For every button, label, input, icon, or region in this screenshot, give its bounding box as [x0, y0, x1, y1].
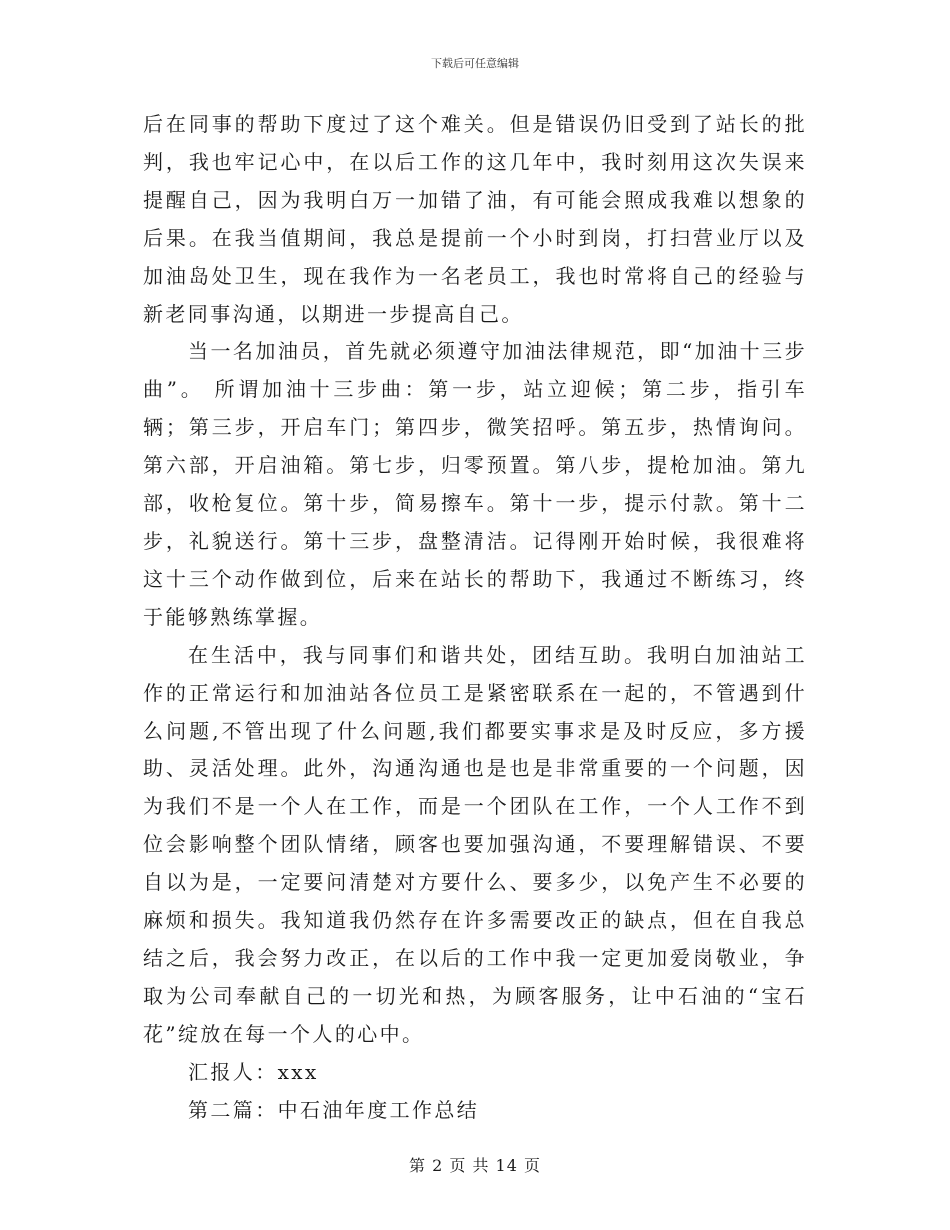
next-section-title: 第二篇：中石油年度工作总结: [188, 1097, 480, 1122]
paragraph-refueling-steps: 当一名加油员，首先就必须遵守加油法律规范，即“加油十三步曲”。 所谓加油十三步曲：第一步，站立迎候；第二步，指引车辆；第三步，开启车门；第四步，微笑招呼。第五步，热情询问。第六部，开启油箱。第七步，归零预置。第八步，提枪加油。第九部，收枪复位。第十步，简易擦车。第十一步，提示付款。第十二步，礼貌送行。第十三步，盘整清洁。记得刚开始时候，我很难将这十三个动作做到位，后来在站长的帮助下，我通过不断练习，终于能够熟练掌握。: [143, 339, 807, 629]
page-header-note: 下载后可任意编辑: [431, 57, 519, 70]
paragraph-teamwork: 在生活中，我与同事们和谐共处，团结互助。我明白加油站工作的正常运行和加油站各位员工是紧密联系在一起的，不管遇到什么问题,不管出现了什么问题,我们都要实事求是及时反应，多方援助、灵活处理。此外，沟通沟通也是也是非常重要的一个问题，因为我们不是一个人在工作，而是一个团队在工作，一个人工作不到位会影响整个团队情绪，顾客也要加强沟通，不要理解错误、不要自以为是，一定要问清楚对方要什么、要多少，以免产生不必要的麻烦和损失。我知道我仍然存在许多需要改正的缺点，但在自我总结之后，我会努力改正，在以后的工作中我一定更加爱岗敬业，争取为公司奉献自己的一切光和热，为顾客服务，让中石油的“宝石花”绽放在每一个人的心中。: [143, 642, 807, 1046]
document-body: [143, 106, 807, 1129]
page-number: 第 2 页 共 14 页: [409, 1156, 541, 1175]
paragraph-continuation: 后在同事的帮助下度过了这个难关。但是错误仍旧受到了站长的批判，我也牢记心中，在以后工作的这几年中，我时刻用这次失误来提醒自己，因为我明白万一加错了油，有可能会照成我难以想象的后果。在我当值期间，我总是提前一个小时到岗，打扫营业厅以及加油岛处卫生，现在我作为一名老员工，我也时常将自己的经验与新老同事沟通，以期进一步提高自己。: [143, 112, 807, 326]
reporter-line: 汇报人：xxx: [188, 1059, 319, 1084]
